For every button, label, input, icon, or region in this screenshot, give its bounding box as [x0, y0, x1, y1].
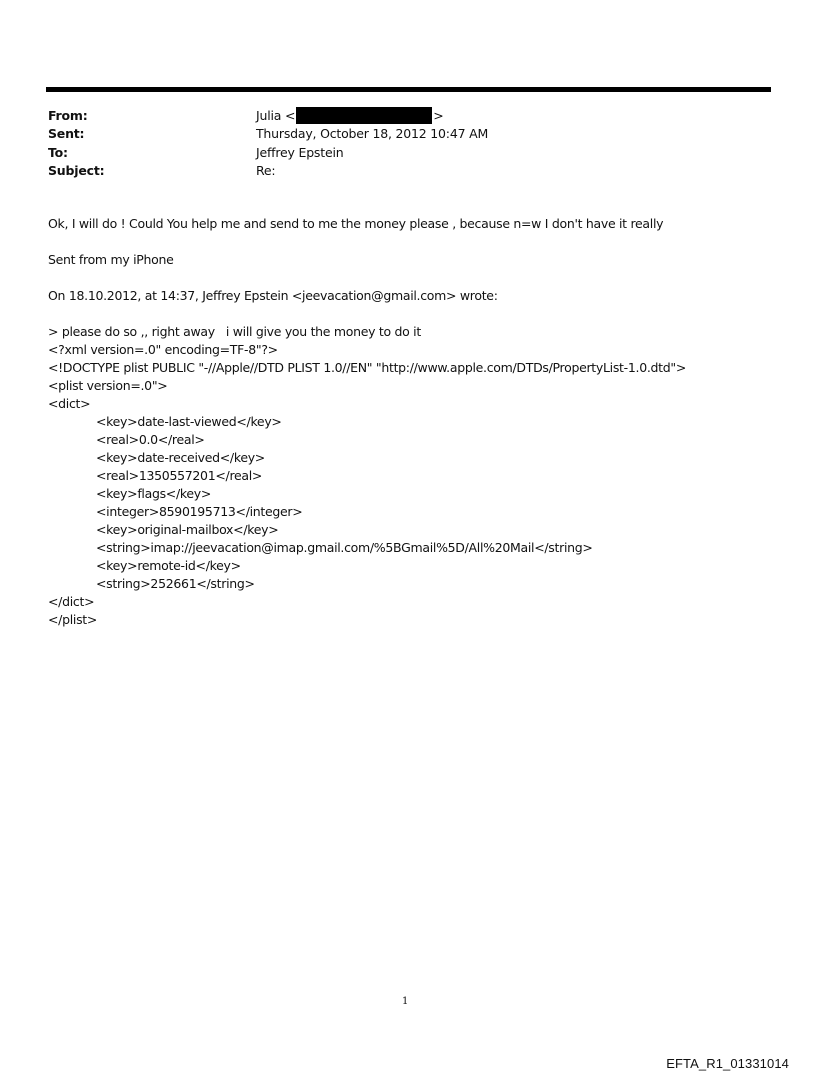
signature-text: Sent from my iPhone [48, 252, 174, 267]
to-value: Jeffrey Epstein [256, 144, 344, 160]
subject-value: Re: [256, 163, 276, 179]
dict-line: <key>original-mailbox</key> [96, 522, 279, 537]
dict-line: <key>date-received</key> [96, 450, 265, 465]
from-row [48, 106, 768, 125]
subject-label: Subject: [48, 163, 105, 179]
dict-line: <key>remote-id</key> [96, 558, 241, 573]
dict-line: <real>0.0</real> [96, 432, 205, 447]
from-value [256, 107, 444, 124]
quoted-line: <!DOCTYPE plist PUBLIC "-//Apple//DTD PLIST 1.0//EN" "http://www.apple.com/DTDs/PropertyList-1.0.dtd"> [48, 360, 687, 375]
from-label: From: [48, 107, 88, 123]
to-row [48, 143, 768, 162]
from-email-close: > [433, 107, 444, 123]
subject-row [48, 162, 768, 181]
dict-line: <real>1350557201</real> [96, 468, 263, 483]
redaction-box [296, 107, 432, 124]
to-label: To: [48, 144, 68, 160]
quoted-line: <?xml version=.0" encoding=TF-8"?> [48, 342, 278, 357]
quoted-line: > please do so ,, right away i will give you the money to do it [48, 324, 421, 339]
dict-line: <string>imap://jeevacation@imap.gmail.com/%5BGmail%5D/All%20Mail</string> [96, 540, 593, 555]
dict-line: <key>flags</key> [96, 486, 212, 501]
header-rule [46, 87, 771, 92]
sent-label: Sent: [48, 126, 85, 142]
closing-line: </plist> [48, 612, 98, 627]
bates-number: EFTA_R1_01331014 [666, 1056, 789, 1071]
quoted-message [48, 323, 686, 629]
quoted-line: <plist version=.0"> [48, 378, 168, 393]
sent-value: Thursday, October 18, 2012 10:47 AM [256, 126, 489, 142]
quote-intro: On 18.10.2012, at 14:37, Jeffrey Epstein <jeevacation@gmail.com> wrote: [48, 288, 498, 303]
dict-line: <key>date-last-viewed</key> [96, 414, 282, 429]
page-number: 1 [402, 996, 409, 1007]
dict-line: <integer>8590195713</integer> [96, 504, 303, 519]
from-name: Julia < [256, 107, 296, 123]
message-text: Ok, I will do ! Could You help me and send to me the money please , because n=w I don't have it really [48, 216, 664, 231]
sent-row [48, 125, 768, 144]
quoted-line: <dict> [48, 396, 91, 411]
email-header [48, 106, 768, 180]
closing-line: </dict> [48, 594, 95, 609]
dict-line: <string>252661</string> [96, 576, 255, 591]
